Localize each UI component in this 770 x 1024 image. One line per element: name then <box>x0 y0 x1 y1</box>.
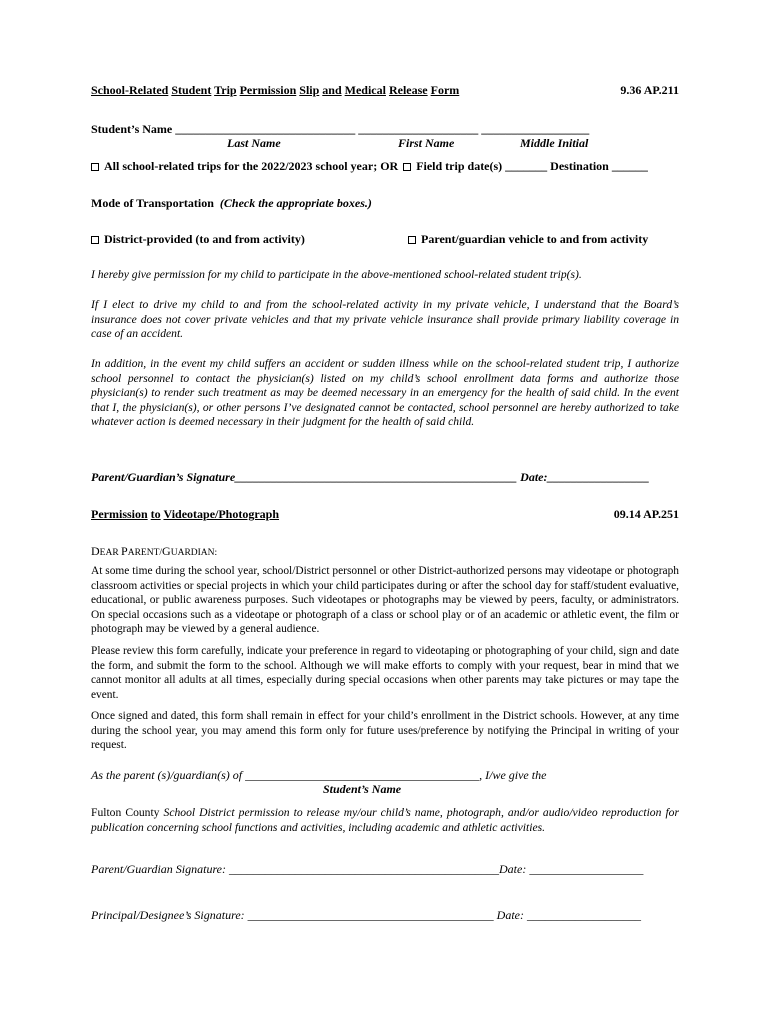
release-paragraph: Fulton County School District permission to release my/our child’s name, photograph, and/or audio/video reproduction for publication concerning school functions and activities, including academic and athletic activities. <box>91 806 679 834</box>
videotape-paragraph-1: At some time during the school year, school/District personnel or other District-authorized persons may videotape or photograph classroom activities or special projects in which your child participates during or after the school day for staff/student evaluative, educational, or public awareness purposes. Such videotapes or photographs may be viewed by peers, faculty, or administrators. On special occasions such as a videotape or photograph of a class or school play or of an academic or athletic event, the film or photograph may be viewed by a general audience. <box>91 565 679 635</box>
field-trip-checkbox[interactable] <box>403 163 411 171</box>
salutation: DEAR PARENT/GUARDIAN: <box>91 544 218 558</box>
first-name-caption: First Name <box>398 136 455 150</box>
mode-hint: (Check the appropriate boxes.) <box>219 196 372 210</box>
principal-signature-row <box>91 908 679 923</box>
form1-signature-row <box>91 470 679 485</box>
district-transport-checkbox[interactable] <box>91 236 99 244</box>
permission-paragraph: I hereby give permission for my child to participate in the above-mentioned school-related student trip(s). <box>91 268 582 281</box>
all-trips-label: All school-related trips for the 2022/2023 school year; OR <box>104 159 399 173</box>
all-trips-checkbox[interactable] <box>91 163 99 171</box>
form2-title: Permission to Videotape/Photograph <box>91 507 280 521</box>
principal-signature-label: Principal/Designee’s Signature <box>91 908 241 922</box>
form2-parent-signature-row <box>91 862 679 877</box>
form1-date-label: Date: <box>520 470 548 484</box>
student-name-blank[interactable]: _______________________________________ <box>245 768 480 782</box>
parent-signature-field[interactable]: _______________________________________________ <box>235 470 518 484</box>
form2-parent-date-label: Date: <box>499 862 527 876</box>
form2-code: 09.14 AP.251 <box>613 507 679 521</box>
medical-paragraph: In addition, in the event my child suffers an accident or sudden illness while on the school-related student trip, I authorize school personnel to contact the physician(s) listed on my child’s school enrollment data forms and authorize those physician(s) to render such treatment as may be deemed necessary in an emergency for the health of said child. In the event that I, the physician(s), or other persons I’ve designated cannot be contacted, school personnel are hereby authorized to take whatever action is deemed necessary in their judgment for the health of said child. <box>91 357 679 429</box>
parent-consent-line: As the parent (s)/guardian(s) of _______________________________________, I/we give the <box>91 768 547 782</box>
district-transport-label: District-provided (to and from activity) <box>104 232 305 246</box>
student-name-label: Student’s Name <box>91 122 173 136</box>
form1-code: 9.36 AP.211 <box>620 83 679 97</box>
student-name-caption: Student’s Name <box>323 782 402 796</box>
last-name-caption: Last Name <box>227 136 281 150</box>
principal-date-label: Date: <box>496 908 524 922</box>
middle-initial-caption: Middle Initial <box>520 136 589 150</box>
transport-options-row <box>91 232 679 247</box>
student-name-row <box>91 122 679 137</box>
form2-parent-signature-field[interactable]: _____________________________________________ <box>229 862 499 876</box>
principal-signature-field[interactable]: : _________________________________________ <box>240 908 494 922</box>
principal-date-field[interactable]: ___________________ <box>526 908 641 922</box>
form2-parent-signature-label: Parent/Guardian Signature: <box>91 862 226 876</box>
parent-vehicle-checkbox[interactable] <box>408 236 416 244</box>
parent-vehicle-label: Parent/guardian vehicle to and from activity <box>421 232 649 246</box>
trips-row <box>91 159 679 174</box>
field-trip-label: Field trip date(s) _______ Destination ______ <box>416 159 648 173</box>
form1-title: School-Related Student Trip Permission Slip and Medical Release Form <box>91 83 460 97</box>
insurance-paragraph: If I elect to drive my child to and from the school-related activity in my private vehicle, I understand that the Board’s insurance does not cover private vehicles and that my private vehicle insurance shall provide primary liability coverage in case of an accident. <box>91 298 679 341</box>
mode-of-transportation: Mode of Transportation (Check the appropriate boxes.) <box>91 196 372 210</box>
form2-header <box>91 507 679 522</box>
videotape-paragraph-3: Once signed and dated, this form shall remain in effect for your child’s enrollment in the District schools. However, at any time during the school year, you may amend this form only for future uses/preference by notifying the Principal in writing of your request. <box>91 710 679 751</box>
parent-signature-label: Parent/Guardian’s Signature <box>91 470 236 484</box>
form2-parent-date-field[interactable]: ___________________ <box>529 862 644 876</box>
form1-header <box>91 83 679 98</box>
student-name-field[interactable]: ______________________________ ____________________ __________________ <box>175 122 590 136</box>
form1-date-field[interactable]: _________________ <box>547 470 650 484</box>
videotape-paragraph-2: Please review this form carefully, indicate your preference in regard to videotaping or photographing of your child, sign and date the form, and submit the form to the school. Although we will make efforts to comply with your request, bear in mind that we cannot monitor all adults at all times, especially during special occasions when other parents may take pictures or may tape the event. <box>91 645 679 701</box>
